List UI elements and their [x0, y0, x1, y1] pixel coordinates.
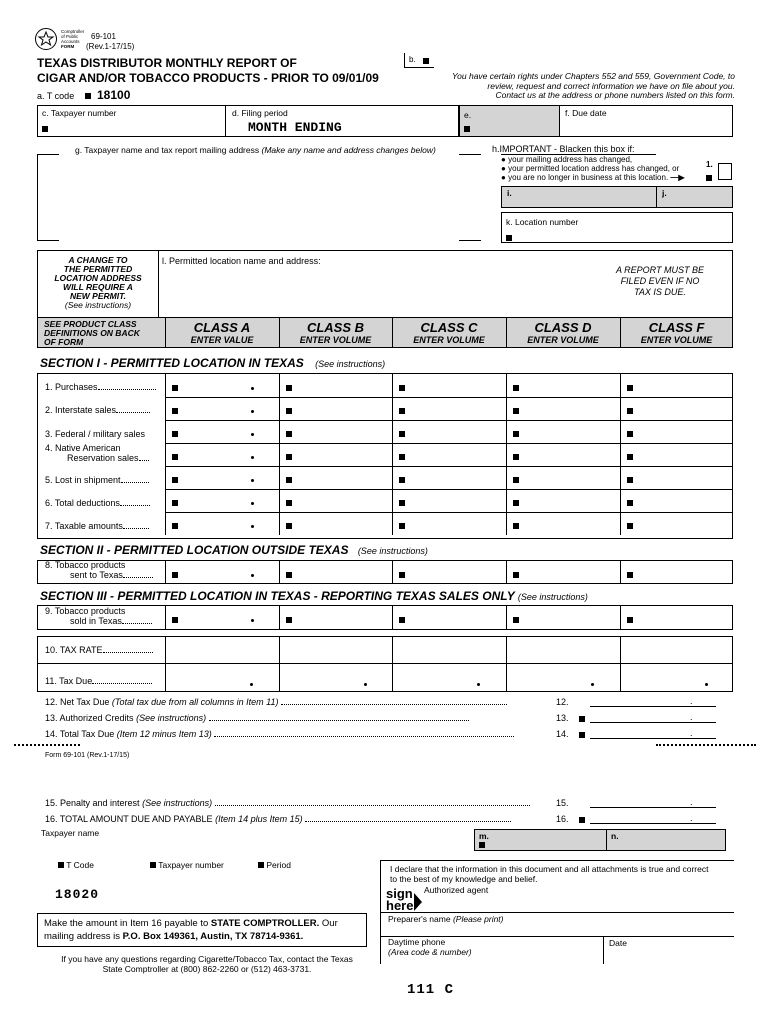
class-header-1: CLASS B ENTER VOLUME: [299, 320, 372, 345]
s1-cell[interactable]: [392, 397, 506, 420]
cell-marker: [286, 617, 292, 623]
form-title-1: TEXAS DISTRIBUTOR MONTHLY REPORT OF: [37, 56, 297, 70]
h-label: h.IMPORTANT - Blacken this box if:: [492, 144, 635, 154]
s1-cell[interactable]: [620, 420, 733, 443]
row-divider: [165, 512, 733, 513]
j-field[interactable]: [657, 186, 733, 208]
h-list: ● your mailing address has changed, ● your permitted location address has changed, or ● you are no longer in business at this location. —▶: [501, 155, 685, 182]
cell-marker: [513, 431, 519, 437]
s1-cell[interactable]: [279, 420, 392, 443]
s1-cell[interactable]: [165, 443, 279, 466]
preparer-label: Preparer's name (Please print): [388, 914, 504, 924]
see-product-class-note: SEE PRODUCT CLASS DEFINITIONS ON BACK OF FORM: [44, 319, 140, 347]
s2-cell[interactable]: [392, 561, 506, 584]
sign-arrow: [414, 893, 422, 911]
cell-marker: [627, 454, 633, 460]
corner-mark: [37, 240, 59, 241]
agency-text: Comptroller of Public Accounts FORM: [61, 29, 85, 49]
decimal-point: [251, 479, 254, 482]
s3-cell[interactable]: [392, 606, 506, 630]
cell-marker: [172, 477, 178, 483]
row-7-label: 7. Taxable amounts: [45, 521, 149, 531]
e-field[interactable]: [459, 105, 560, 137]
cell-marker: [172, 572, 178, 578]
decimal-point: [251, 619, 254, 622]
corner-mark: [459, 240, 481, 241]
s2-cell[interactable]: [165, 561, 279, 584]
f-label: f. Due date: [565, 108, 607, 118]
form-title-2: CIGAR AND/OR TOBACCO PRODUCTS - PRIOR TO 09/01/09: [37, 71, 379, 85]
cell-marker: [286, 500, 292, 506]
cell-marker: [513, 385, 519, 391]
divider: [158, 250, 159, 318]
filing-period-field[interactable]: [226, 105, 459, 137]
row-4b-label: Reservation sales: [67, 453, 149, 463]
cell-marker: [399, 408, 405, 414]
stub-taxpayer-number: Taxpayer number: [150, 860, 224, 870]
k-label: k. Location number: [506, 217, 579, 227]
cell-marker: [172, 408, 178, 414]
phone-field[interactable]: [388, 948, 598, 962]
line-14-label: 14. Total Tax Due (Item 12 minus Item 13): [45, 729, 514, 739]
cell-marker: [627, 431, 633, 437]
row-6-label: 6. Total deductions: [45, 498, 150, 508]
class-divider: [165, 318, 166, 348]
phone-label: Daytime phone (Area code & number): [388, 937, 472, 957]
location-number-field[interactable]: [501, 212, 733, 243]
s1-cell[interactable]: [165, 512, 279, 535]
report-note: A REPORT MUST BE FILED EVEN IF NO TAX IS DUE.: [615, 265, 704, 297]
comptroller-seal: [35, 28, 57, 50]
cell-marker: [399, 431, 405, 437]
s1-cell[interactable]: [392, 374, 506, 397]
cell-marker: [513, 454, 519, 460]
stub-tcode: T Code: [58, 860, 94, 870]
taxpayer-name-label: Taxpayer name: [41, 828, 100, 838]
s1-cell[interactable]: [165, 489, 279, 512]
s1-cell[interactable]: [392, 489, 506, 512]
cell-marker: [513, 477, 519, 483]
line-12-number: 12.: [556, 697, 569, 707]
s1-cell[interactable]: [506, 443, 620, 466]
row-divider: [165, 397, 733, 398]
cell-marker: [627, 408, 633, 414]
cell-marker: [627, 477, 633, 483]
class-divider: [506, 318, 507, 348]
class-header-0: CLASS A ENTER VALUE: [190, 320, 254, 345]
divider: [380, 912, 734, 913]
line-14-marker: [579, 732, 585, 738]
row-divider: [165, 489, 733, 490]
class-header-4: CLASS F ENTER VOLUME: [640, 320, 713, 345]
address-area[interactable]: [40, 156, 480, 238]
line-13-number: 13.: [556, 713, 569, 723]
due-date-field[interactable]: [560, 105, 733, 137]
s1-cell[interactable]: [279, 397, 392, 420]
cell-marker: [513, 408, 519, 414]
row-3-label: 3. Federal / military sales: [45, 429, 146, 439]
cell-marker: [286, 477, 292, 483]
s1-cell[interactable]: [506, 420, 620, 443]
cell-marker: [172, 385, 178, 391]
line-13-label: 13. Authorized Credits (See instructions): [45, 713, 469, 723]
h-marker: [706, 175, 712, 181]
class-divider: [392, 318, 393, 348]
class-divider: [620, 318, 621, 348]
cell-marker: [399, 523, 405, 529]
g-label: g. Taxpayer name and tax report mailing address (Make any name and address changes below): [75, 145, 436, 155]
decimal-point: [705, 683, 708, 686]
n-field[interactable]: [607, 829, 726, 851]
line-12-label: 12. Net Tax Due (Total tax due from all columns in Item 11): [45, 697, 507, 707]
decimal-point: [250, 683, 253, 686]
tax-rate-cell[interactable]: [279, 637, 392, 663]
b-marker: [423, 58, 429, 64]
cell-marker: [172, 523, 178, 529]
s3-cell[interactable]: [165, 606, 279, 630]
cell-marker: [513, 572, 519, 578]
e-label: e.: [464, 110, 472, 120]
stub-period: Period: [258, 860, 291, 870]
rights-text: You have certain rights under Chapters 552 and 559, Government Code, to review, request and correct information we have on file about you. Contact us at the address or phone numbers listed on this form.: [451, 71, 735, 100]
s1-cell[interactable]: [392, 443, 506, 466]
section3-title: SECTION III - PERMITTED LOCATION IN TEXAS - REPORTING TEXAS SALES ONLY (See instructions): [40, 589, 588, 603]
s1-cell[interactable]: [165, 374, 279, 397]
tax-due-cell[interactable]: [506, 664, 620, 691]
class-divider: [279, 318, 280, 348]
address-change-checkbox[interactable]: [718, 163, 732, 180]
line-14-field[interactable]: .: [590, 726, 716, 739]
cell-marker: [286, 431, 292, 437]
row-2-label: 2. Interstate sales: [45, 405, 150, 415]
s1-cell[interactable]: [279, 466, 392, 489]
cell-marker: [172, 454, 178, 460]
s1-cell[interactable]: [506, 374, 620, 397]
cell-marker: [399, 477, 405, 483]
form-footer: Form 69-101 (Rev.1-17/15): [45, 752, 130, 759]
cell-marker: [627, 385, 633, 391]
s2-cell[interactable]: [506, 561, 620, 584]
line-12-field[interactable]: .: [590, 694, 716, 707]
tax-rate-cell[interactable]: [165, 637, 279, 663]
s1-cell[interactable]: [279, 374, 392, 397]
s2-cell[interactable]: [279, 561, 392, 584]
c-label: c. Taxpayer number: [42, 108, 117, 118]
cell-marker: [286, 523, 292, 529]
line-13-field[interactable]: .: [590, 710, 716, 723]
i-label: i.: [507, 188, 512, 198]
cell-marker: [172, 431, 178, 437]
line-15-field[interactable]: .: [590, 795, 716, 808]
tcode-value: 18100: [97, 88, 131, 102]
h-box-label: 1.: [706, 160, 713, 169]
tax-rate-cell[interactable]: [506, 637, 620, 663]
d-label: d. Filing period: [232, 108, 288, 118]
authorized-agent-label: Authorized agent: [424, 885, 489, 895]
tax-rate-cell[interactable]: [392, 637, 506, 663]
b-label: b.: [409, 55, 416, 64]
divider: [603, 936, 604, 964]
decimal-point: [251, 525, 254, 528]
line-16-label: 16. TOTAL AMOUNT DUE AND PAYABLE (Item 14 plus Item 15): [45, 814, 511, 824]
s1-cell[interactable]: [620, 466, 733, 489]
s3-cell[interactable]: [620, 606, 733, 630]
signature-field[interactable]: [424, 895, 734, 912]
tax-rate-label: 10. TAX RATE: [45, 645, 153, 655]
tax-rate-cell[interactable]: [620, 637, 733, 663]
date-field[interactable]: [609, 948, 729, 962]
cell-marker: [399, 385, 405, 391]
decimal-point: [251, 502, 254, 505]
s3-cell[interactable]: [506, 606, 620, 630]
class-header-2: CLASS C ENTER VOLUME: [413, 320, 485, 345]
tcode-label: a. T code: [37, 91, 91, 101]
form-revision: (Rev.1-17/15): [86, 42, 135, 51]
cell-marker: [399, 617, 405, 623]
cell-marker: [172, 500, 178, 506]
s1-cell[interactable]: [620, 397, 733, 420]
s1-cell[interactable]: [506, 512, 620, 535]
decimal-point: [251, 574, 254, 577]
tax-due-cell[interactable]: [165, 664, 279, 691]
cell-marker: [286, 572, 292, 578]
decimal-point: [251, 410, 254, 413]
location-name-input[interactable]: [162, 270, 582, 316]
section1-title: SECTION I - PERMITTED LOCATION IN TEXAS (See instructions): [40, 356, 386, 370]
decimal-point: [251, 456, 254, 459]
s1-cell[interactable]: [506, 397, 620, 420]
s3-cell[interactable]: [279, 606, 392, 630]
s1-cell[interactable]: [506, 466, 620, 489]
n-label: n.: [611, 831, 619, 841]
s1-cell[interactable]: [392, 466, 506, 489]
s1-cell[interactable]: [620, 443, 733, 466]
cell-marker: [172, 617, 178, 623]
change-note: A CHANGE TO THE PERMITTED LOCATION ADDRESS WILL REQUIRE A NEW PERMIT. (See instructions): [54, 255, 142, 310]
i-field[interactable]: [501, 186, 657, 208]
cell-marker: [513, 523, 519, 529]
s1-cell[interactable]: [279, 512, 392, 535]
corner-mark: [459, 154, 481, 155]
cell-marker: [399, 454, 405, 460]
declaration-text: I declare that the information in this document and all attachments is true and correct to the best of my knowledge and belief.: [390, 864, 709, 884]
s2-cell[interactable]: [620, 561, 733, 584]
perforation-right: [656, 744, 756, 746]
row-divider: [165, 466, 733, 467]
line-15-label: 15. Penalty and interest (See instructions): [45, 798, 530, 808]
cell-marker: [627, 500, 633, 506]
cell-marker: [627, 523, 633, 529]
tax-due-cell[interactable]: [392, 664, 506, 691]
m-field[interactable]: [474, 829, 607, 851]
s1-cell[interactable]: [620, 489, 733, 512]
decimal-point: [251, 433, 254, 436]
sign-here: sign here: [386, 886, 414, 913]
line-14-number: 14.: [556, 729, 569, 739]
cell-marker: [513, 500, 519, 506]
star-icon: [36, 29, 56, 49]
line-13-marker: [579, 716, 585, 722]
class-header-3: CLASS D ENTER VOLUME: [527, 320, 599, 345]
s1-cell[interactable]: [165, 466, 279, 489]
corner-mark: [37, 154, 59, 155]
cell-marker: [286, 408, 292, 414]
row-9-label: 9. Tobacco products sold in Texas: [45, 606, 152, 626]
j-label: j.: [662, 188, 667, 198]
b-field[interactable]: [404, 53, 434, 68]
line-15-number: 15.: [556, 798, 569, 808]
s1-cell[interactable]: [620, 374, 733, 397]
payment-box: Make the amount in Item 16 payable to STATE COMPTROLLER. Our mailing address is P.O. Box 149361, Austin, TX 78714-9361.: [37, 913, 367, 947]
s1-cell[interactable]: [506, 489, 620, 512]
corner-mark: [37, 154, 38, 240]
cell-marker: [627, 572, 633, 578]
row-5-label: 5. Lost in shipment: [45, 475, 149, 485]
cell-marker: [286, 454, 292, 460]
form-number: 69-101: [91, 32, 116, 41]
s1-cell[interactable]: [165, 397, 279, 420]
decimal-point: [364, 683, 367, 686]
questions-text: If you have any questions regarding Cigarette/Tobacco Tax, contact the Texas State Comptroller at (800) 862-2260 or (512) 463-3731.: [61, 954, 353, 974]
stub-code: 18020: [55, 887, 100, 902]
row-1-label: 1. Purchases: [45, 382, 156, 392]
s1-cell[interactable]: [392, 420, 506, 443]
tax-due-cell[interactable]: [620, 664, 733, 691]
row-divider: [165, 420, 733, 421]
preparer-field[interactable]: [388, 924, 728, 936]
m-label: m.: [479, 831, 489, 841]
row-4-label: 4. Native American: [45, 443, 121, 453]
s1-cell[interactable]: [279, 443, 392, 466]
filing-period-value: MONTH ENDING: [248, 120, 342, 135]
line-16-number: 16.: [556, 814, 569, 824]
s1-cell[interactable]: [620, 512, 733, 535]
s1-cell[interactable]: [392, 512, 506, 535]
decimal-point: [251, 387, 254, 390]
date-label: Date: [609, 938, 627, 948]
taxpayer-number-field[interactable]: [37, 105, 226, 137]
decimal-point: [591, 683, 594, 686]
cell-marker: [286, 385, 292, 391]
bottom-code: 111 C: [407, 982, 455, 998]
tax-due-label: 11. Tax Due: [45, 676, 152, 686]
perforation-left: [14, 744, 80, 746]
line-16-field[interactable]: .: [590, 811, 716, 824]
section2-title: SECTION II - PERMITTED LOCATION OUTSIDE TEXAS (See instructions): [40, 543, 428, 557]
cell-marker: [399, 500, 405, 506]
cell-marker: [513, 617, 519, 623]
line-16-marker: [579, 817, 585, 823]
cell-marker: [399, 572, 405, 578]
s1-cell[interactable]: [165, 420, 279, 443]
row-divider: [165, 443, 733, 444]
cell-marker: [627, 617, 633, 623]
tax-due-cell[interactable]: [279, 664, 392, 691]
s1-cell[interactable]: [279, 489, 392, 512]
decimal-point: [477, 683, 480, 686]
l-label: l. Permitted location name and address:: [162, 256, 321, 266]
row-8-label: 8. Tobacco products sent to Texas: [45, 560, 153, 580]
